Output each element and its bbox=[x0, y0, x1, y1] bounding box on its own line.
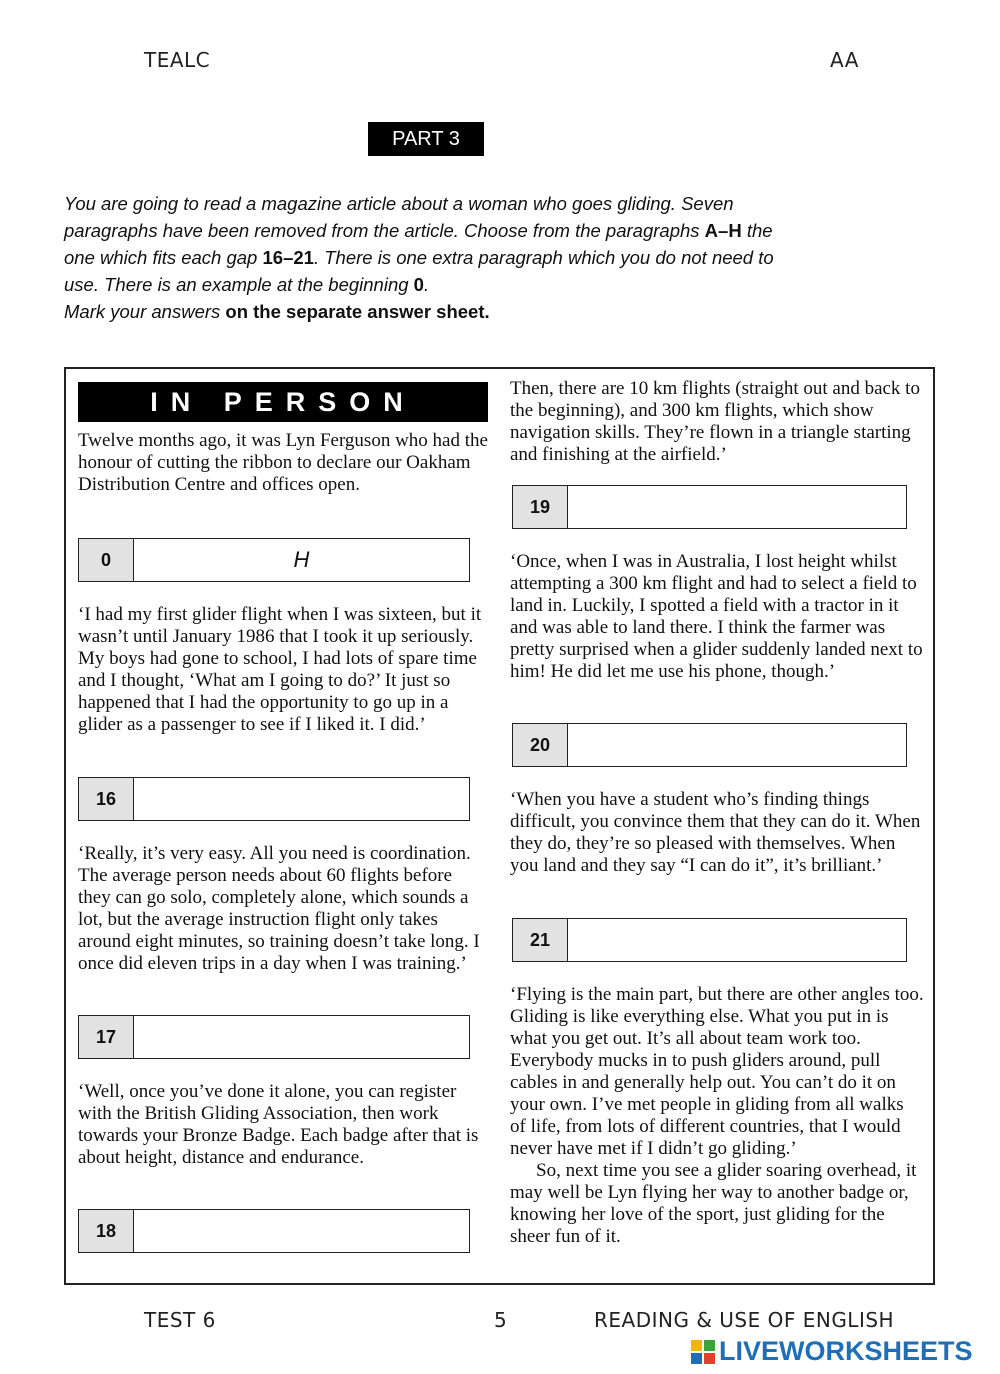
paragraph-text: ‘Once, when I was in Australia, I lost height whilst attempting a 300 km flight and had to select a field to land in. Luckily, I spotted a field with a tractor in it and was able to land there. I think the farmer was pretty surprised when a glider suddenly landed next to him! He did let me use his phone, though.’ bbox=[510, 551, 923, 682]
instructions-gap-range: 16–21 bbox=[262, 247, 314, 268]
gap-answer-field[interactable] bbox=[134, 1210, 469, 1252]
gap-answer-field[interactable] bbox=[134, 1016, 469, 1058]
logo-text: LIVEWORKSHEETS bbox=[719, 1336, 973, 1366]
paragraph-3 bbox=[78, 1081, 488, 1169]
gap-18[interactable] bbox=[78, 1209, 470, 1253]
paragraph-text: ‘Flying is the main part, but there are other angles too. Gliding is like everything else. What you put in is what you get out. It’s all about team work too. Everybody mucks in to push gliders around, pull cables in and generally help out. You can’t do it on your own. I’ve met people in gliding from all walks of life, from lots of different countries, that I would never have met if I didn’t go gliding.’ bbox=[510, 984, 924, 1159]
liveworksheets-logo[interactable] bbox=[690, 1336, 973, 1367]
gap-number: 20 bbox=[513, 724, 568, 766]
gap-number: 16 bbox=[79, 778, 134, 820]
paragraph-5 bbox=[510, 551, 924, 683]
gap-number: 21 bbox=[513, 919, 568, 961]
paragraph-4 bbox=[510, 378, 924, 466]
gap-21[interactable] bbox=[512, 918, 907, 962]
gap-answer-field[interactable] bbox=[568, 919, 906, 961]
closing-paragraph: So, next time you see a glider soaring overhead, it may well be Lyn flying her way to another badge or, knowing her love of the sport, just gliding for the sheer fun of it. bbox=[510, 1160, 917, 1247]
liveworksheets-logo-icon bbox=[690, 1339, 716, 1365]
gap-number: 18 bbox=[79, 1210, 134, 1252]
instructions-text-1: You are going to read a magazine article about a woman who goes gliding. Seven paragraphs have been removed from the article. Choose from the paragraphs bbox=[64, 193, 734, 241]
article-intro bbox=[78, 430, 488, 496]
gap-17[interactable] bbox=[78, 1015, 470, 1059]
gap-16[interactable] bbox=[78, 777, 470, 821]
example-gap bbox=[78, 538, 470, 582]
gap-20[interactable] bbox=[512, 723, 907, 767]
paragraph-text: ‘When you have a student who’s finding things difficult, you convince them that they can do it. When they do, they’re so pleased with themselves. When you land and they say “I can do it”, it’s brilliant.’ bbox=[510, 789, 921, 876]
footer-right: READING & USE OF ENGLISH bbox=[594, 1308, 895, 1332]
paragraph-7 bbox=[510, 984, 924, 1248]
paragraph-text: Then, there are 10 km flights (straight out and back to the beginning), and 300 km flights, which show navigation skills. They’re flown in a triangle starting and finishing at the airfield.’ bbox=[510, 378, 920, 465]
example-answer: H bbox=[293, 547, 310, 572]
instructions bbox=[64, 190, 804, 325]
paragraph-text: ‘Really, it’s very easy. All you need is coordination. The average person needs about 60 flights before they can go solo, completely alone, which sounds a lot, but the average instruction flight only takes around eight minutes, so training doesn’t take long. I once did eleven trips in a day when I was training.’ bbox=[78, 843, 480, 974]
paragraph-1 bbox=[78, 604, 488, 736]
instructions-example-number: 0 bbox=[413, 274, 424, 295]
part-label: PART 3 bbox=[368, 122, 484, 156]
gap-19[interactable] bbox=[512, 485, 907, 529]
instructions-text-2: the one which fits each gap bbox=[64, 220, 773, 268]
instructions-text-5: Mark your answers bbox=[64, 301, 226, 322]
gap-answer-field[interactable] bbox=[568, 724, 906, 766]
article-banner: IN PERSON bbox=[78, 382, 488, 422]
gap-number: 19 bbox=[513, 486, 568, 528]
footer-page-number: 5 bbox=[494, 1308, 508, 1332]
paragraph-2 bbox=[78, 843, 488, 975]
gap-number: 0 bbox=[79, 539, 134, 581]
paragraph-text: ‘Well, once you’ve done it alone, you can register with the British Gliding Association, then work towards your Bronze Badge. Each badge after that is about height, distance and endurance. bbox=[78, 1081, 479, 1168]
gap-answer-field[interactable] bbox=[134, 778, 469, 820]
header-right: AA bbox=[830, 48, 859, 72]
paragraph-text: ‘I had my first glider flight when I was sixteen, but it wasn’t until January 1986 that I took it up seriously. My boys had gone to school, I had lots of spare time and I thought, ‘What am I going to do?’ It just so happened that I had the opportunity to go up in a glider as a passenger to see if I liked it. I did.’ bbox=[78, 604, 482, 735]
instructions-paragraph-range: A–H bbox=[704, 220, 742, 241]
paragraph-6 bbox=[510, 789, 924, 877]
instructions-text-4: . bbox=[423, 274, 430, 295]
intro-paragraph: Twelve months ago, it was Lyn Ferguson who had the honour of cutting the ribbon to declare our Oakham Distribution Centre and offices open. bbox=[78, 430, 488, 495]
instructions-answer-sheet: on the separate answer sheet. bbox=[225, 301, 490, 322]
gap-number: 17 bbox=[79, 1016, 134, 1058]
instructions-text-3: . There is one extra paragraph which you do not need to use. There is an example at the beginning bbox=[64, 247, 774, 295]
footer-left: TEST 6 bbox=[144, 1308, 216, 1332]
header-left: TEALC bbox=[144, 48, 211, 72]
gap-answer-field[interactable] bbox=[568, 486, 906, 528]
